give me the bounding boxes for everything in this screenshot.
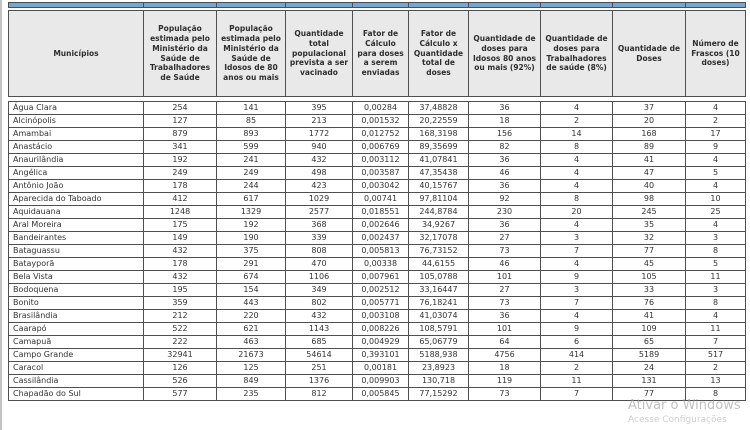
quantidade-doses-cell: 45 [613,258,686,271]
quantidade-doses-cell: 105 [613,271,686,284]
table-row [9,349,746,362]
numero-frascos-cell: 4 [686,102,746,115]
pop-idosos-cell: 443 [217,297,286,310]
numero-frascos-cell: 517 [686,349,746,362]
municipality-cell: Aral Moreira [9,219,144,232]
municipality-cell: Bela Vista [9,271,144,284]
fator-calculo-cell: 0,00181 [353,362,409,375]
municipality-cell: Brasilândia [9,310,144,323]
column-header-pop-trabalhadores: População estimada pelo Ministério da Saúde de Trabalhadores de Saúde [144,11,217,97]
doses-trabalhadores-cell: 8 [541,141,613,154]
fator-calculo-cell: 0,009903 [353,375,409,388]
quantidade-total-cell: 2577 [286,206,353,219]
fator-x-quantidade-cell: 97,81104 [409,193,469,206]
municipality-cell: Bataguassu [9,245,144,258]
column-header-doses-trabalhadores-8: Quantidade de doses para Trabalhadores de saúde (8%) [541,11,613,97]
municipality-cell: Cassilândia [9,375,144,388]
quantidade-doses-cell: 77 [613,245,686,258]
doses-idosos-cell: 18 [469,115,541,128]
fator-x-quantidade-cell: 76,73152 [409,245,469,258]
doses-trabalhadores-cell: 8 [541,193,613,206]
doses-trabalhadores-cell: 9 [541,323,613,336]
fator-x-quantidade-cell: 244,8784 [409,206,469,219]
doses-trabalhadores-cell: 4 [541,258,613,271]
pop-idosos-cell: 1329 [217,206,286,219]
fator-calculo-cell: 0,004929 [353,336,409,349]
doses-idosos-cell: 18 [469,362,541,375]
doses-trabalhadores-cell: 4 [541,180,613,193]
quantidade-total-cell: 1029 [286,193,353,206]
doses-idosos-cell: 73 [469,297,541,310]
municipality-cell: Bandeirantes [9,232,144,245]
doses-trabalhadores-cell: 9 [541,271,613,284]
column-header-municipios: Municípios [9,11,144,97]
numero-frascos-cell: 11 [686,271,746,284]
quantidade-total-cell: 1376 [286,375,353,388]
pop-trabalhadores-cell: 32941 [144,349,217,362]
numero-frascos-cell: 17 [686,128,746,141]
fator-calculo-cell: 0,00284 [353,102,409,115]
quantidade-total-cell: 423 [286,180,353,193]
quantidade-total-cell: 432 [286,154,353,167]
pop-idosos-cell: 617 [217,193,286,206]
pop-trabalhadores-cell: 126 [144,362,217,375]
quantidade-doses-cell: 131 [613,375,686,388]
watermark-line1: Ativar o Windows [628,398,741,413]
fator-x-quantidade-cell: 76,18241 [409,297,469,310]
quantidade-doses-cell: 65 [613,336,686,349]
doses-idosos-cell: 36 [469,219,541,232]
doses-idosos-cell: 101 [469,323,541,336]
doses-idosos-cell: 92 [469,193,541,206]
fator-calculo-cell: 0,002512 [353,284,409,297]
table-row [9,232,746,245]
municipality-cell: Amambai [9,128,144,141]
numero-frascos-cell: 7 [686,336,746,349]
quantidade-total-cell: 802 [286,297,353,310]
table-body [8,101,746,401]
doses-trabalhadores-cell: 4 [541,219,613,232]
fator-calculo-cell: 0,008226 [353,323,409,336]
quantidade-doses-cell: 98 [613,193,686,206]
quantidade-doses-cell: 35 [613,219,686,232]
fator-calculo-cell: 0,005813 [353,245,409,258]
doses-idosos-cell: 119 [469,375,541,388]
numero-frascos-cell: 8 [686,245,746,258]
numero-frascos-cell: 8 [686,388,746,401]
quantidade-total-cell: 251 [286,362,353,375]
quantidade-doses-cell: 33 [613,284,686,297]
fator-calculo-cell: 0,003587 [353,167,409,180]
pop-trabalhadores-cell: 1248 [144,206,217,219]
pop-trabalhadores-cell: 522 [144,323,217,336]
column-header-doses-idosos-92: Quantidade de doses para Idosos 80 anos ou mais (92%) [469,11,541,97]
numero-frascos-cell: 9 [686,141,746,154]
table-row [9,167,746,180]
municipality-cell: Aquidauana [9,206,144,219]
quantidade-doses-cell: 245 [613,206,686,219]
doses-idosos-cell: 36 [469,154,541,167]
pop-trabalhadores-cell: 254 [144,102,217,115]
table-row [9,271,746,284]
table-rows [9,102,746,401]
quantidade-total-cell: 812 [286,388,353,401]
municipality-cell: Caarapó [9,323,144,336]
fator-calculo-cell: 0,018551 [353,206,409,219]
numero-frascos-cell: 5 [686,258,746,271]
table-row [9,323,746,336]
fator-x-quantidade-cell: 40,15767 [409,180,469,193]
quantidade-total-cell: 54614 [286,349,353,362]
doses-idosos-cell: 64 [469,336,541,349]
pop-idosos-cell: 463 [217,336,286,349]
doses-trabalhadores-cell: 7 [541,297,613,310]
doses-idosos-cell: 46 [469,167,541,180]
fator-x-quantidade-cell: 41,07841 [409,154,469,167]
fator-x-quantidade-cell: 23,8923 [409,362,469,375]
fator-x-quantidade-cell: 5188,938 [409,349,469,362]
pop-trabalhadores-cell: 577 [144,388,217,401]
table-row [9,102,746,115]
table-row [9,206,746,219]
municipality-cell: Caracol [9,362,144,375]
top-strip-cell [9,3,144,8]
fator-x-quantidade-cell: 33,16447 [409,284,469,297]
column-header-fator-calculo: Fator de Cálculo para doses a serem enviadas [353,11,409,97]
quantidade-doses-cell: 168 [613,128,686,141]
table-row [9,297,746,310]
pop-idosos-cell: 244 [217,180,286,193]
quantidade-total-cell: 498 [286,167,353,180]
doses-idosos-cell: 101 [469,271,541,284]
pop-trabalhadores-cell: 432 [144,271,217,284]
fator-x-quantidade-cell: 105,0788 [409,271,469,284]
column-header-pop-idosos-80: População estimada pelo Ministério da Saúde de Idosos de 80 anos ou mais [217,11,286,97]
pop-idosos-cell: 190 [217,232,286,245]
municipality-cell: Antônio João [9,180,144,193]
pop-trabalhadores-cell: 432 [144,245,217,258]
pop-idosos-cell: 375 [217,245,286,258]
quantidade-doses-cell: 24 [613,362,686,375]
fator-x-quantidade-cell: 37,48828 [409,102,469,115]
fator-x-quantidade-cell: 32,17078 [409,232,469,245]
fator-calculo-cell: 0,006769 [353,141,409,154]
doses-trabalhadores-cell: 14 [541,128,613,141]
doses-trabalhadores-cell: 2 [541,115,613,128]
pop-idosos-cell: 674 [217,271,286,284]
fator-x-quantidade-cell: 41,03074 [409,310,469,323]
pop-idosos-cell: 21673 [217,349,286,362]
table-top-strip [8,2,746,8]
fator-calculo-cell: 0,002646 [353,219,409,232]
doses-trabalhadores-cell: 7 [541,388,613,401]
municipality-cell: Camapuã [9,336,144,349]
doses-idosos-cell: 230 [469,206,541,219]
numero-frascos-cell: 25 [686,206,746,219]
column-header-quantidade-doses: Quantidade de Doses [613,11,686,97]
numero-frascos-cell: 2 [686,362,746,375]
pop-idosos-cell: 141 [217,102,286,115]
quantidade-total-cell: 339 [286,232,353,245]
fator-calculo-cell: 0,012752 [353,128,409,141]
fator-x-quantidade-cell: 89,35699 [409,141,469,154]
doses-idosos-cell: 82 [469,141,541,154]
table-header [8,10,746,97]
pop-trabalhadores-cell: 195 [144,284,217,297]
quantidade-doses-cell: 41 [613,154,686,167]
fator-calculo-cell: 0,003108 [353,310,409,323]
column-header-numero-frascos: Número de Frascos (10 doses) [686,11,746,97]
table-row [9,154,746,167]
fator-x-quantidade-cell: 47,35438 [409,167,469,180]
fator-calculo-cell: 0,00741 [353,193,409,206]
quantidade-doses-cell: 20 [613,115,686,128]
pop-trabalhadores-cell: 175 [144,219,217,232]
table-row [9,180,746,193]
doses-trabalhadores-cell: 7 [541,245,613,258]
fator-calculo-cell: 0,002437 [353,232,409,245]
numero-frascos-cell: 4 [686,180,746,193]
pop-idosos-cell: 125 [217,362,286,375]
fator-x-quantidade-cell: 168,3198 [409,128,469,141]
pop-trabalhadores-cell: 178 [144,258,217,271]
doses-idosos-cell: 36 [469,310,541,323]
quantidade-total-cell: 1143 [286,323,353,336]
quantidade-doses-cell: 40 [613,180,686,193]
doses-trabalhadores-cell: 20 [541,206,613,219]
quantidade-total-cell: 395 [286,102,353,115]
pop-idosos-cell: 85 [217,115,286,128]
fator-x-quantidade-cell: 108,5791 [409,323,469,336]
pop-idosos-cell: 291 [217,258,286,271]
table-row [9,245,746,258]
numero-frascos-cell: 4 [686,310,746,323]
numero-frascos-cell: 4 [686,154,746,167]
doses-trabalhadores-cell: 4 [541,167,613,180]
pop-idosos-cell: 849 [217,375,286,388]
doses-trabalhadores-cell: 414 [541,349,613,362]
pop-trabalhadores-cell: 879 [144,128,217,141]
table-row [9,310,746,323]
pop-idosos-cell: 154 [217,284,286,297]
fator-calculo-cell: 0,007961 [353,271,409,284]
quantidade-total-cell: 1772 [286,128,353,141]
fator-calculo-cell: 0,00338 [353,258,409,271]
municipality-cell: Água Clara [9,102,144,115]
municipality-cell: Bonito [9,297,144,310]
table-row [9,193,746,206]
quantidade-doses-cell: 47 [613,167,686,180]
fator-calculo-cell: 0,393101 [353,349,409,362]
quantidade-total-cell: 685 [286,336,353,349]
windows-activation-watermark [628,398,750,425]
table-row [9,284,746,297]
numero-frascos-cell: 13 [686,375,746,388]
numero-frascos-cell: 11 [686,323,746,336]
quantidade-doses-cell: 76 [613,297,686,310]
doses-idosos-cell: 27 [469,232,541,245]
municipality-cell: Angélica [9,167,144,180]
doses-trabalhadores-cell: 4 [541,102,613,115]
quantidade-doses-cell: 5189 [613,349,686,362]
quantidade-total-cell: 368 [286,219,353,232]
quantidade-doses-cell: 32 [613,232,686,245]
pop-idosos-cell: 599 [217,141,286,154]
fator-x-quantidade-cell: 130,718 [409,375,469,388]
top-strip-row [9,3,746,8]
quantidade-doses-cell: 37 [613,102,686,115]
numero-frascos-cell: 5 [686,167,746,180]
table-row [9,375,746,388]
table-row [9,219,746,232]
doses-idosos-cell: 27 [469,284,541,297]
pop-idosos-cell: 893 [217,128,286,141]
doses-idosos-cell: 36 [469,180,541,193]
fator-x-quantidade-cell: 44,6155 [409,258,469,271]
numero-frascos-cell: 3 [686,232,746,245]
pop-trabalhadores-cell: 341 [144,141,217,154]
fator-x-quantidade-cell: 65,06779 [409,336,469,349]
doses-idosos-cell: 46 [469,258,541,271]
pop-idosos-cell: 192 [217,219,286,232]
municipality-cell: Campo Grande [9,349,144,362]
header-row [9,11,746,97]
doses-idosos-cell: 73 [469,388,541,401]
quantidade-doses-cell: 41 [613,310,686,323]
municipality-cell: Chapadão do Sul [9,388,144,401]
municipality-cell: Aparecida do Taboado [9,193,144,206]
municipality-cell: Anaurilândia [9,154,144,167]
pop-idosos-cell: 220 [217,310,286,323]
doses-trabalhadores-cell: 11 [541,375,613,388]
numero-frascos-cell: 2 [686,115,746,128]
table-row [9,115,746,128]
window-edge [0,0,2,430]
table-row [9,128,746,141]
pop-trabalhadores-cell: 526 [144,375,217,388]
column-header-quantidade-total: Quantidade total populacional prevista a ser vacinado [286,11,353,97]
pop-trabalhadores-cell: 127 [144,115,217,128]
table-row [9,258,746,271]
watermark-line2: Acesse Configurações [628,415,727,425]
doses-trabalhadores-cell: 4 [541,310,613,323]
fator-calculo-cell: 0,003042 [353,180,409,193]
quantidade-total-cell: 1106 [286,271,353,284]
table-row [9,336,746,349]
doses-idosos-cell: 156 [469,128,541,141]
fator-calculo-cell: 0,005845 [353,388,409,401]
pop-trabalhadores-cell: 212 [144,310,217,323]
municipality-cell: Anastácio [9,141,144,154]
table-row [9,362,746,375]
doses-trabalhadores-cell: 3 [541,232,613,245]
fator-x-quantidade-cell: 20,22559 [409,115,469,128]
pop-idosos-cell: 235 [217,388,286,401]
municipality-cell: Batayporã [9,258,144,271]
quantidade-total-cell: 213 [286,115,353,128]
quantidade-total-cell: 808 [286,245,353,258]
fator-x-quantidade-cell: 77,15292 [409,388,469,401]
pop-trabalhadores-cell: 249 [144,167,217,180]
pop-trabalhadores-cell: 192 [144,154,217,167]
numero-frascos-cell: 4 [686,219,746,232]
quantidade-doses-cell: 109 [613,323,686,336]
doses-idosos-cell: 4756 [469,349,541,362]
doses-trabalhadores-cell: 6 [541,336,613,349]
quantidade-total-cell: 470 [286,258,353,271]
municipality-cell: Alcinópolis [9,115,144,128]
numero-frascos-cell: 3 [686,284,746,297]
doses-trabalhadores-cell: 2 [541,362,613,375]
fator-calculo-cell: 0,001532 [353,115,409,128]
fator-calculo-cell: 0,003112 [353,154,409,167]
pop-idosos-cell: 249 [217,167,286,180]
column-header-fator-x-quantidade: Fator de Cálculo x Quantidade total de doses [409,11,469,97]
municipality-cell: Bodoquena [9,284,144,297]
doses-idosos-cell: 73 [469,245,541,258]
quantidade-doses-cell: 89 [613,141,686,154]
doses-trabalhadores-cell: 4 [541,154,613,167]
table-row [9,141,746,154]
numero-frascos-cell: 10 [686,193,746,206]
pop-trabalhadores-cell: 359 [144,297,217,310]
doses-trabalhadores-cell: 3 [541,284,613,297]
doses-idosos-cell: 36 [469,102,541,115]
vaccination-doses-table [8,2,745,401]
pop-trabalhadores-cell: 412 [144,193,217,206]
quantidade-total-cell: 432 [286,310,353,323]
pop-trabalhadores-cell: 178 [144,180,217,193]
fator-x-quantidade-cell: 34,9267 [409,219,469,232]
pop-idosos-cell: 621 [217,323,286,336]
quantidade-total-cell: 940 [286,141,353,154]
table-row [9,388,746,401]
pop-trabalhadores-cell: 149 [144,232,217,245]
fator-calculo-cell: 0,005771 [353,297,409,310]
quantidade-doses-cell: 77 [613,388,686,401]
pop-trabalhadores-cell: 222 [144,336,217,349]
quantidade-total-cell: 349 [286,284,353,297]
pop-idosos-cell: 241 [217,154,286,167]
numero-frascos-cell: 8 [686,297,746,310]
